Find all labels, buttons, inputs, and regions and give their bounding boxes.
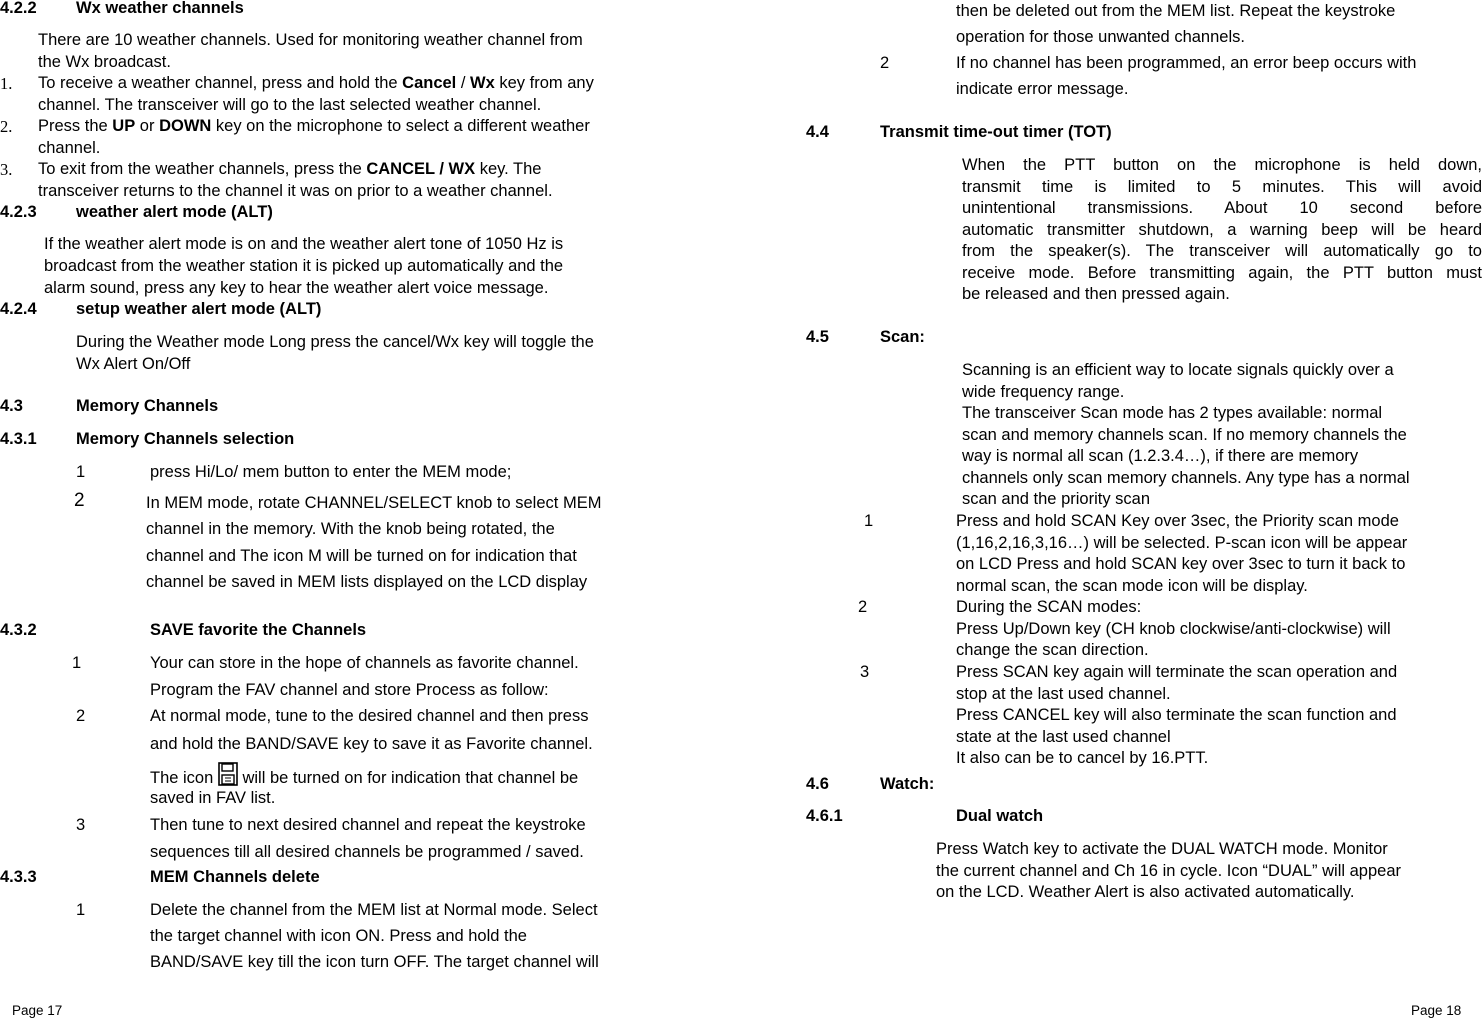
tot-paragraph	[962, 155, 1482, 306]
step-number: 2	[76, 707, 86, 725]
step-number: 2.	[0, 117, 13, 136]
paragraph-line: When the PTT button on the microphone is held down,	[962, 156, 1482, 174]
paragraph-line: on the LCD. Weather Alert is also activated automatically.	[936, 883, 1355, 901]
step-text: (1,16,2,16,3,16…) will be selected. P-scan icon will be appear	[956, 534, 1408, 552]
paragraph-line: the current channel and Ch 16 in cycle. Icon “DUAL” will appear	[936, 862, 1401, 880]
step-text: on LCD Press and hold SCAN key over 3sec to turn it back to	[956, 555, 1406, 573]
step-text: normal scan, the scan mode icon will be display.	[956, 577, 1308, 595]
step-number: 2	[74, 490, 85, 511]
paragraph-line: scan and the priority scan	[962, 490, 1151, 508]
step-text: stop at the last used channel.	[956, 685, 1171, 703]
paragraph-line: scan and memory channels scan. If no memory channels the	[962, 426, 1407, 444]
step-text: At normal mode, tune to the desired channel and then press	[150, 707, 589, 725]
step-text: channel and The icon M will be turned on for indication that	[146, 547, 577, 565]
paragraph-line: If the weather alert mode is on and the weather alert tone of 1050 Hz is	[44, 235, 564, 253]
paragraph-line: from the speaker(s). The transceiver will automatically go to	[962, 242, 1482, 260]
section-heading: Transmit time-out timer (TOT)	[880, 123, 1112, 141]
section-number: 4.2.4	[0, 300, 37, 318]
step-text: indicate error message.	[956, 80, 1129, 98]
paragraph-line: alarm sound, press any key to hear the weather alert voice message.	[44, 279, 549, 297]
step-text: The icon will be turned on for indication that channel be	[150, 762, 578, 793]
section-number: 4.6	[806, 775, 829, 793]
step-text: BAND/SAVE key till the icon turn OFF. The target channel will	[150, 953, 599, 971]
step-number: 1	[76, 901, 86, 919]
paragraph-line: receive mode. Before transmitting again, the PTT button must	[962, 263, 1482, 282]
page-number: Page 17	[12, 1003, 63, 1018]
section-heading: weather alert mode (ALT)	[76, 203, 273, 221]
step-text: transceiver returns to the channel it was on prior to a weather channel.	[38, 182, 553, 200]
paragraph-line: Scanning is an efficient way to locate signals quickly over a	[962, 361, 1394, 379]
step-text: the target channel with icon ON. Press and hold the	[150, 927, 527, 945]
paragraph-line: There are 10 weather channels. Used for monitoring weather channel from	[38, 31, 583, 49]
section-heading: setup weather alert mode (ALT)	[76, 300, 322, 318]
section-number: 4.3.1	[0, 430, 37, 448]
paragraph-line: During the Weather mode Long press the cancel/Wx key will toggle the	[76, 333, 594, 351]
step-text: Your can store in the hope of channels as favorite channel.	[150, 654, 579, 672]
section-heading: Watch:	[880, 775, 935, 793]
paragraph-line: automatic transmitter shutdown, a warning beep will be heard	[962, 220, 1482, 239]
step-text: If no channel has been programmed, an error beep occurs with	[956, 54, 1417, 72]
section-number: 4.6.1	[806, 807, 843, 825]
step-text: change the scan direction.	[956, 641, 1149, 659]
step-text: It also can be to cancel by 16.PTT.	[956, 749, 1209, 767]
section-number: 4.5	[806, 328, 829, 346]
section-heading: Dual watch	[956, 807, 1044, 825]
paragraph-line: way is normal all scan (1.2.3.4…), if there are memory	[962, 447, 1359, 465]
step-text: Delete the channel from the MEM list at Normal mode. Select	[150, 901, 598, 919]
step-number: 3.	[0, 160, 13, 179]
paragraph-line: then be deleted out from the MEM list. Repeat the keystroke	[956, 2, 1396, 20]
paragraph-line: be released and then pressed again.	[962, 285, 1230, 303]
page-number: Page 18	[1411, 1003, 1462, 1018]
step-text: channel. The transceiver will go to the last selected weather channel.	[38, 96, 542, 114]
step-number: 3	[76, 816, 86, 834]
section-number: 4.3	[0, 397, 23, 415]
step-text: Then tune to next desired channel and repeat the keystroke	[150, 816, 586, 834]
section-heading: SAVE favorite the Channels	[150, 621, 367, 639]
step-text: sequences till all desired channels be programmed / saved.	[150, 843, 584, 861]
step-number: 3	[860, 663, 870, 681]
paragraph-line: operation for those unwanted channels.	[956, 28, 1245, 46]
section-heading: Wx weather channels	[76, 0, 244, 17]
step-number: 2	[880, 54, 890, 72]
step-text: To exit from the weather channels, press the CANCEL / WX key. The	[38, 160, 542, 178]
step-text: Press the UP or DOWN key on the microphone to select a different weather	[38, 117, 590, 135]
section-number: 4.3.3	[0, 868, 37, 886]
step-text: channel be saved in MEM lists displayed on the LCD display	[146, 573, 588, 591]
paragraph-line: The transceiver Scan mode has 2 types available: normal	[962, 404, 1383, 422]
step-text: press Hi/Lo/ mem button to enter the MEM mode;	[150, 463, 512, 481]
step-text: Press CANCEL key will also terminate the scan function and	[956, 706, 1397, 724]
step-text: Press SCAN key again will terminate the scan operation and	[956, 663, 1398, 681]
step-text: To receive a weather channel, press and hold the Cancel / Wx key from any	[38, 74, 594, 92]
paragraph-line: wide frequency range.	[962, 383, 1125, 401]
section-heading: Memory Channels selection	[76, 430, 295, 448]
step-text: Press Up/Down key (CH knob clockwise/anti-clockwise) will	[956, 620, 1391, 638]
paragraph-line: Press Watch key to activate the DUAL WATCH mode. Monitor	[936, 840, 1388, 858]
step-text: channel in the memory. With the knob being rotated, the	[146, 520, 555, 538]
step-text: state at the last used channel	[956, 728, 1171, 746]
paragraph-line: channels only scan memory channels. Any type has a normal	[962, 469, 1410, 487]
step-number: 1.	[0, 74, 13, 93]
step-text: Program the FAV channel and store Process as follow:	[150, 681, 549, 699]
step-number: 1	[76, 463, 86, 481]
paragraph-line: the Wx broadcast.	[38, 53, 171, 71]
step-number: 1	[864, 512, 874, 530]
section-number: 4.3.2	[0, 621, 37, 639]
section-heading: MEM Channels delete	[150, 868, 320, 886]
section-heading: Memory Channels	[76, 397, 219, 415]
step-text: Press and hold SCAN Key over 3sec, the Priority scan mode	[956, 512, 1399, 530]
step-number: 1	[72, 654, 82, 672]
section-number: 4.2.2	[0, 0, 37, 17]
step-number: 2	[858, 598, 868, 616]
step-text: and hold the BAND/SAVE key to save it as Favorite channel.	[150, 735, 593, 753]
section-heading: Scan:	[880, 328, 925, 346]
paragraph-line: transmit time is limited to 5 minutes. This will avoid	[962, 177, 1482, 196]
step-text: channel.	[38, 139, 101, 157]
step-text: saved in FAV list.	[150, 789, 276, 807]
step-text: In MEM mode, rotate CHANNEL/SELECT knob to select MEM	[146, 494, 602, 512]
section-number: 4.4	[806, 123, 829, 141]
paragraph-line: broadcast from the weather station it is picked up automatically and the	[44, 257, 564, 275]
step-text: During the SCAN modes:	[956, 598, 1142, 616]
section-number: 4.2.3	[0, 203, 37, 221]
paragraph-line: Wx Alert On/Off	[76, 355, 191, 373]
paragraph-line: unintentional transmissions. About 10 second before	[962, 199, 1482, 217]
